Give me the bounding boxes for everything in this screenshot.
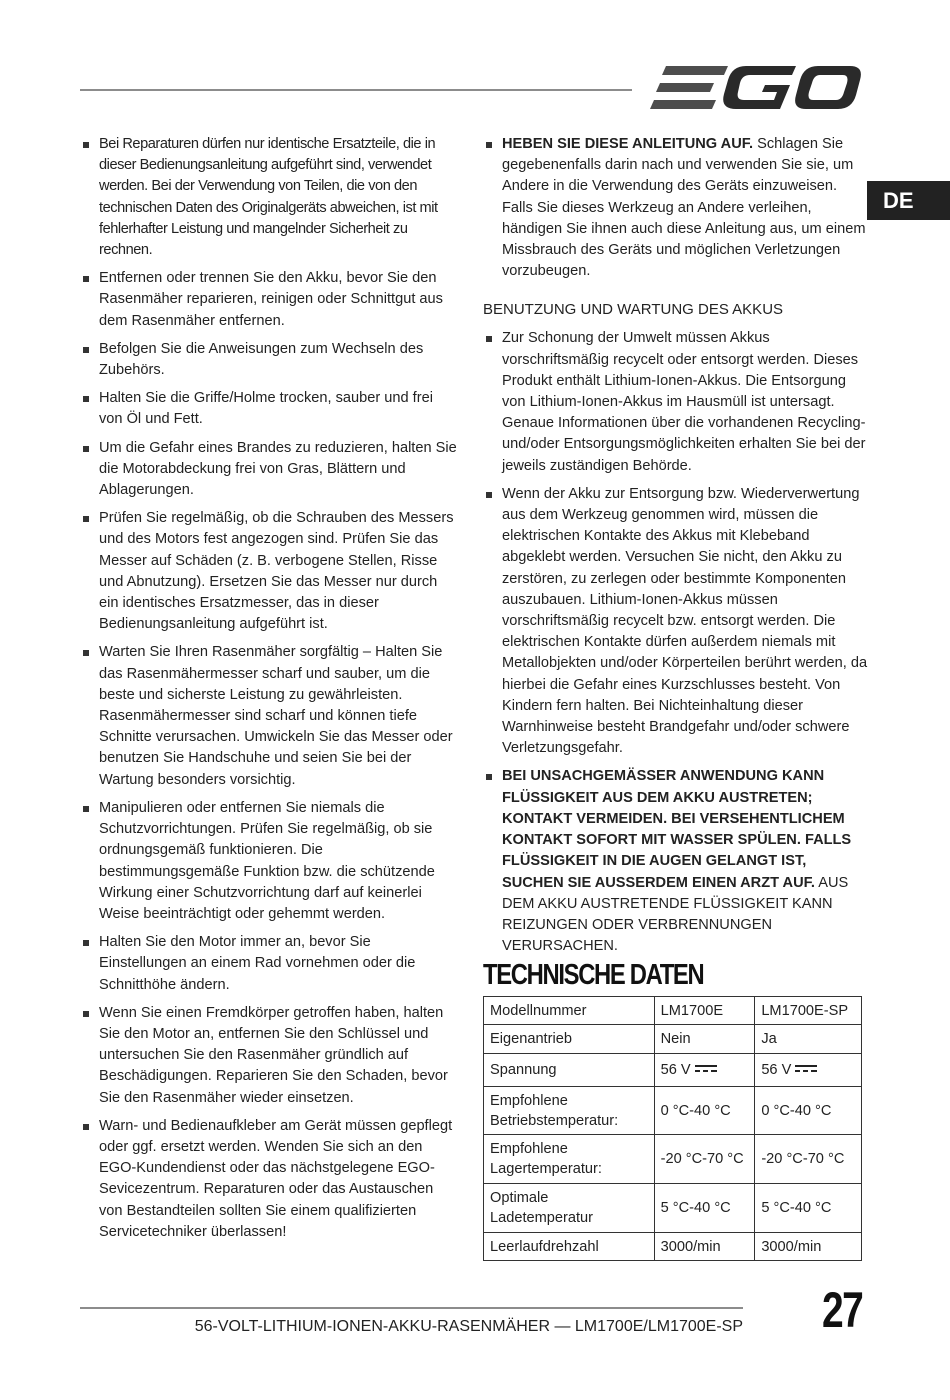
voltage-value: 56 V	[660, 1062, 691, 1078]
table-cell	[755, 1054, 862, 1087]
liquid-warning-text: AUS DEM AKKU AUSTRETENDE FLÜSSIGKEIT KANN REIZUNGEN ODER VERBRENNUNGEN VERURSACHEN.	[502, 874, 849, 955]
table-cell: -20 °C-70 °C	[654, 1135, 755, 1184]
ego-logo	[650, 64, 862, 114]
table-cell-label: Leerlaufdrehzahl	[484, 1233, 655, 1261]
list-item: Befolgen Sie die Anweisungen zum Wechseln des Zubehörs.	[80, 339, 460, 381]
keep-manual-text: Schlagen Sie gegebenenfalls darin nach und verwenden Sie sie, um Andere in die Verwendung des Geräts einzuweisen. Falls Sie dieses Werkzeug an Andere verleihen, händigen Sie ihnen auch diese Anleitung aus, um einem Missbrauch des Geräts und möglichen Verletzungen vorzubeugen.	[502, 136, 866, 280]
list-item: Bei Reparaturen dürfen nur identische Ersatzteile, die in dieser Bedienungsanleitung aufgeführt sind, verwendet werden. Bei der Verwendung von Teilen, die von den technischen Daten des Originalgeräts abweichen, ist mit fehlerhafter Leistung und mangelnder Sicherheit zu rechnen.	[80, 134, 460, 261]
language-tab: DE	[867, 181, 950, 220]
table-row	[484, 1087, 862, 1135]
table-cell-label: Empfohlene Lagertemperatur:	[484, 1135, 655, 1184]
battery-section-heading: BENUTZUNG UND WARTUNG DES AKKUS	[483, 301, 784, 319]
list-item: Zur Schonung der Umwelt müssen Akkus vorschriftsmäßig recycelt oder entsorgt werden. Dieses Produkt enthält Lithium-Ionen-Akkus. Die Entsorgung von Lithium-Ionen-Akkus im Hausmüll ist untersagt. Genaue Informationen über die vorhandenen Recycling- und/oder Entsorgungsmöglichkeiten erhalten Sie bei der jeweils zuständigen Behörde.	[483, 328, 868, 476]
list-item: Entfernen oder trennen Sie den Akku, bevor Sie den Rasenmäher reparieren, reinigen oder Schnittgut aus dem Rasenmäher entfernen.	[80, 268, 460, 332]
list-item: Warten Sie Ihren Rasenmäher sorgfältig – Halten Sie das Rasenmähermesser scharf und sauber, um die beste und sicherste Leistung zu gewährleisten. Rasenmähermesser sind scharf und können tiefe Schnitte verursachen. Umwickeln Sie das Messer oder benutzen Sie Handschuhe und seien Sie bei der Wartung besonders vorsichtig.	[80, 642, 460, 790]
table-cell: 3000/min	[755, 1233, 862, 1261]
list-item: Wenn Sie einen Fremdkörper getroffen haben, halten Sie den Motor an, entfernen Sie den Schlüssel und untersuchen Sie den Rasenmäher gründlich auf Beschädigungen. Reparieren Sie den Schaden, bevor Sie den Rasenmäher wieder einsetzen.	[80, 1003, 460, 1109]
table-cell: LM1700E	[654, 997, 755, 1025]
table-cell-label: Modellnummer	[484, 997, 655, 1025]
list-item: Wenn der Akku zur Entsorgung bzw. Wiederverwertung aus dem Werkzeug genommen wird, müssen die elektrischen Kontakte des Akkus mit Klebeband abgeklebt werden. Versuchen Sie nicht, den Akku zu zerstören, zu zerlegen oder bestimmte Komponenten auszubauen. Lithium-Ionen-Akkus müssen vorschriftsmäßig recycelt bzw. entsorgt werden. Die elektrischen Kontakte dürfen außerdem niemals mit Metallobjekten und/oder Körperteilen berührt werden, da hierbei die Gefahr eines Kurzschlusses besteht. Von Kindern fern halten. Bei Nichteinhaltung dieser Warnhinweise besteht Brandgefahr und/oder schwere Verletzungsgefahr.	[483, 484, 868, 760]
right-column	[483, 134, 868, 964]
dc-current-icon	[694, 1064, 718, 1073]
table-cell: 5 °C-40 °C	[654, 1184, 755, 1233]
maintenance-bullet-list	[80, 134, 460, 1243]
voltage-value: 56 V	[761, 1062, 792, 1078]
table-cell: 0 °C-40 °C	[654, 1087, 755, 1135]
table-row	[484, 1054, 862, 1087]
list-item: Um die Gefahr eines Brandes zu reduzieren, halten Sie die Motorabdeckung frei von Gras, Blättern und Ablagerungen.	[80, 438, 460, 502]
table-cell: 0 °C-40 °C	[755, 1087, 862, 1135]
keep-manual-list	[483, 134, 868, 282]
dc-current-icon	[794, 1064, 818, 1073]
table-cell	[654, 1054, 755, 1087]
list-item: Halten Sie die Griffe/Holme trocken, sauber und frei von Öl und Fett.	[80, 388, 460, 430]
footer-rule	[80, 1307, 743, 1309]
page-number: 27	[822, 1282, 863, 1338]
table-cell: LM1700E-SP	[755, 997, 862, 1025]
list-item	[483, 766, 868, 957]
table-row	[484, 997, 862, 1025]
table-row	[484, 1025, 862, 1054]
list-item: Manipulieren oder entfernen Sie niemals die Schutzvorrichtungen. Prüfen Sie regelmäßig, ob sie ordnungsgemäß funktionieren. Die bestimmungsgemäße Funktion bzw. die schützende Wirkung einer Schutzvorrichtung darf auf keinerlei Weise beeinträchtigt oder gehemmt werden.	[80, 798, 460, 925]
table-cell: Nein	[654, 1025, 755, 1054]
footer-title: 56-VOLT-LITHIUM-IONEN-AKKU-RASENMÄHER — LM1700E/LM1700E-SP	[194, 1318, 743, 1335]
table-row	[484, 1184, 862, 1233]
table-cell: 5 °C-40 °C	[755, 1184, 862, 1233]
tech-data-title: TECHNISCHE DATEN	[483, 959, 704, 991]
table-cell-label: Spannung	[484, 1054, 655, 1087]
list-item: Halten Sie den Motor immer an, bevor Sie Einstellungen an einem Rad vornehmen oder die Schnitthöhe ändern.	[80, 932, 460, 996]
table-row	[484, 1135, 862, 1184]
keep-manual-bold: HEBEN SIE DIESE ANLEITUNG AUF.	[502, 136, 754, 152]
list-item	[483, 134, 868, 282]
table-cell-label: Empfohlene Betriebstemperatur:	[484, 1087, 655, 1135]
left-column	[80, 134, 460, 1250]
table-row	[484, 1233, 862, 1261]
liquid-warning-bold: BEI UNSACHGEMÄSSER ANWENDUNG KANN FLÜSSIGKEIT AUS DEM AKKU AUSTRETEN; KONTAKT VERMEIDEN. BEI VERSEHENTLICHEM KONTAKT SOFORT MIT WASSER SPÜLEN. FALLS FLÜSSIGKEIT IN DIE AUGEN GELANGT IST, SUCHEN SIE AUSSERDEM EINEN ARZT AUF.	[502, 768, 852, 891]
table-cell-label: Eigenantrieb	[484, 1025, 655, 1054]
tech-data-table	[483, 996, 862, 1261]
list-item: Warn- und Bedienaufkleber am Gerät müssen gepflegt oder ggf. ersetzt werden. Wenden Sie sich an den EGO-Kundendienst oder das nächstgelegene EGO-Sevicezentrum. Reparaturen oder das Austauschen von Bestandteilen sollten Sie einem qualifizierten Servicetechniker überlassen!	[80, 1116, 460, 1243]
header-rule	[80, 89, 632, 91]
list-item: Prüfen Sie regelmäßig, ob die Schrauben des Messers und des Motors fest angezogen sind. Prüfen Sie das Messer auf Schäden (z. B. verbogene Stellen, Risse und Abnutzung). Ersetzen Sie das Messer nur durch ein identisches Ersatzmesser, das in dieser Bedienungsanleitung aufgeführt ist.	[80, 508, 460, 635]
table-cell: 3000/min	[654, 1233, 755, 1261]
table-cell: Ja	[755, 1025, 862, 1054]
battery-bullet-list	[483, 328, 868, 957]
table-cell-label: Optimale Ladetemperatur	[484, 1184, 655, 1233]
table-cell: -20 °C-70 °C	[755, 1135, 862, 1184]
